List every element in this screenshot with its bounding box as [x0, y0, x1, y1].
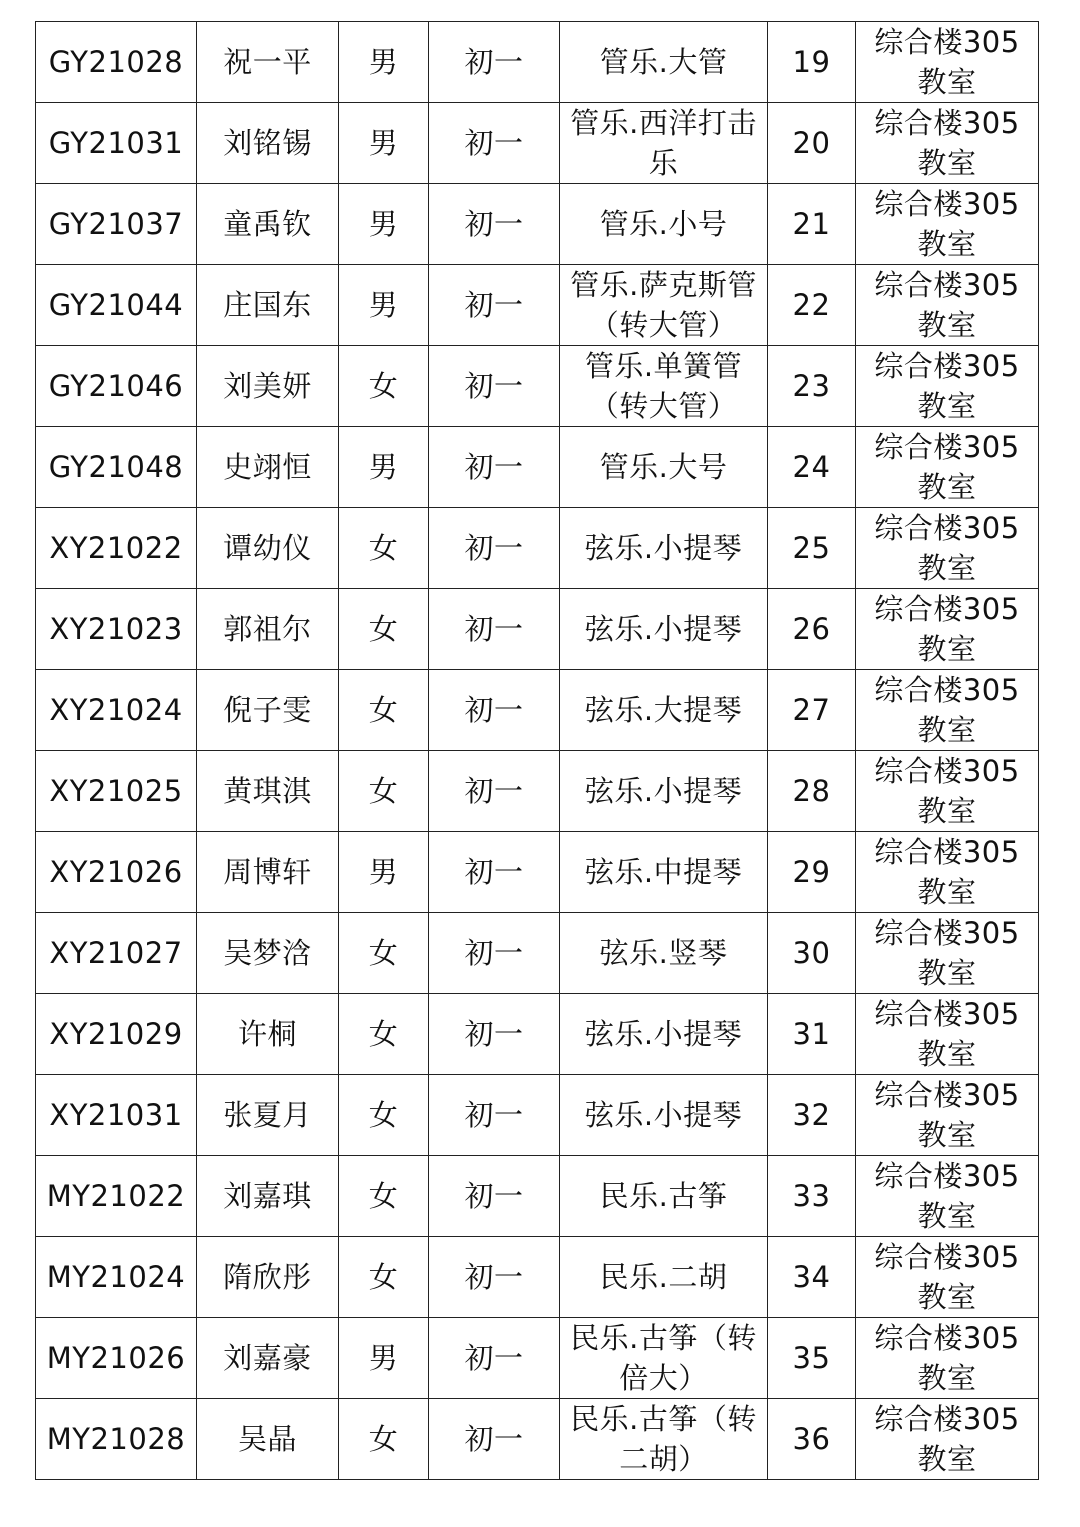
grade-cell: 初一: [429, 508, 560, 589]
student-id-cell: XY21022: [36, 508, 197, 589]
student-id-cell: XY21025: [36, 751, 197, 832]
instrument-cell: 民乐.二胡: [560, 1237, 768, 1318]
instrument-cell: 管乐.小号: [560, 184, 768, 265]
student-name-cell: 刘嘉琪: [197, 1156, 339, 1237]
student-name-cell: 吴晶: [197, 1399, 339, 1480]
table-row: [36, 103, 1039, 184]
student-name-cell: 刘嘉豪: [197, 1318, 339, 1399]
gender-cell: 女: [339, 1399, 429, 1480]
exam-number-cell: 33: [768, 1156, 856, 1237]
grade-cell: 初一: [429, 994, 560, 1075]
student-name-cell: 张夏月: [197, 1075, 339, 1156]
exam-room-cell: 综合楼305教室: [856, 994, 1039, 1075]
table-row: [36, 1075, 1039, 1156]
gender-cell: 女: [339, 751, 429, 832]
grade-cell: 初一: [429, 832, 560, 913]
exam-room-cell: 综合楼305教室: [856, 22, 1039, 103]
exam-room-cell: 综合楼305教室: [856, 103, 1039, 184]
instrument-cell: 管乐.大号: [560, 427, 768, 508]
exam-number-cell: 34: [768, 1237, 856, 1318]
student-id-cell: MY21024: [36, 1237, 197, 1318]
grade-cell: 初一: [429, 346, 560, 427]
exam-room-cell: 综合楼305教室: [856, 1318, 1039, 1399]
grade-cell: 初一: [429, 427, 560, 508]
grade-cell: 初一: [429, 1075, 560, 1156]
exam-room-cell: 综合楼305教室: [856, 427, 1039, 508]
grade-cell: 初一: [429, 913, 560, 994]
gender-cell: 男: [339, 103, 429, 184]
exam-room-cell: 综合楼305教室: [856, 751, 1039, 832]
grade-cell: 初一: [429, 1156, 560, 1237]
exam-number-cell: 26: [768, 589, 856, 670]
table-row: [36, 994, 1039, 1075]
grade-cell: 初一: [429, 670, 560, 751]
exam-room-cell: 综合楼305教室: [856, 346, 1039, 427]
exam-room-cell: 综合楼305教室: [856, 508, 1039, 589]
gender-cell: 男: [339, 184, 429, 265]
student-id-cell: XY21026: [36, 832, 197, 913]
table-row: [36, 751, 1039, 832]
exam-number-cell: 32: [768, 1075, 856, 1156]
exam-room-cell: 综合楼305教室: [856, 832, 1039, 913]
exam-number-cell: 36: [768, 1399, 856, 1480]
student-id-cell: MY21022: [36, 1156, 197, 1237]
student-name-cell: 黄琪淇: [197, 751, 339, 832]
table-row: [36, 589, 1039, 670]
student-id-cell: XY21031: [36, 1075, 197, 1156]
grade-cell: 初一: [429, 22, 560, 103]
exam-room-cell: 综合楼305教室: [856, 1399, 1039, 1480]
grade-cell: 初一: [429, 1237, 560, 1318]
table-row: [36, 832, 1039, 913]
gender-cell: 男: [339, 1318, 429, 1399]
instrument-cell: 管乐.单簧管（转大管）: [560, 346, 768, 427]
grade-cell: 初一: [429, 751, 560, 832]
table-row: [36, 508, 1039, 589]
instrument-cell: 弦乐.竖琴: [560, 913, 768, 994]
exam-room-cell: 综合楼305教室: [856, 1156, 1039, 1237]
exam-number-cell: 25: [768, 508, 856, 589]
roster-body: [36, 22, 1039, 1480]
instrument-cell: 管乐.大管: [560, 22, 768, 103]
grade-cell: 初一: [429, 265, 560, 346]
student-id-cell: XY21024: [36, 670, 197, 751]
table-row: [36, 346, 1039, 427]
student-name-cell: 周博轩: [197, 832, 339, 913]
exam-number-cell: 35: [768, 1318, 856, 1399]
instrument-cell: 弦乐.小提琴: [560, 589, 768, 670]
gender-cell: 女: [339, 346, 429, 427]
gender-cell: 女: [339, 913, 429, 994]
grade-cell: 初一: [429, 103, 560, 184]
gender-cell: 女: [339, 1156, 429, 1237]
table-row: [36, 670, 1039, 751]
student-name-cell: 谭幼仪: [197, 508, 339, 589]
table-row: [36, 1156, 1039, 1237]
student-name-cell: 刘铭锡: [197, 103, 339, 184]
exam-number-cell: 24: [768, 427, 856, 508]
instrument-cell: 弦乐.小提琴: [560, 1075, 768, 1156]
table-row: [36, 265, 1039, 346]
exam-number-cell: 22: [768, 265, 856, 346]
grade-cell: 初一: [429, 184, 560, 265]
exam-number-cell: 20: [768, 103, 856, 184]
exam-number-cell: 30: [768, 913, 856, 994]
student-name-cell: 许桐: [197, 994, 339, 1075]
exam-number-cell: 28: [768, 751, 856, 832]
gender-cell: 女: [339, 589, 429, 670]
student-id-cell: XY21023: [36, 589, 197, 670]
student-name-cell: 童禹钦: [197, 184, 339, 265]
student-name-cell: 隋欣彤: [197, 1237, 339, 1318]
student-name-cell: 庄国东: [197, 265, 339, 346]
table-row: [36, 427, 1039, 508]
instrument-cell: 管乐.萨克斯管（转大管）: [560, 265, 768, 346]
exam-number-cell: 31: [768, 994, 856, 1075]
instrument-cell: 民乐.古筝（转倍大）: [560, 1318, 768, 1399]
student-id-cell: GY21046: [36, 346, 197, 427]
student-name-cell: 倪子雯: [197, 670, 339, 751]
table-row: [36, 1399, 1039, 1480]
exam-number-cell: 23: [768, 346, 856, 427]
student-id-cell: MY21028: [36, 1399, 197, 1480]
exam-room-cell: 综合楼305教室: [856, 184, 1039, 265]
table-row: [36, 1318, 1039, 1399]
table-row: [36, 913, 1039, 994]
student-name-cell: 刘美妍: [197, 346, 339, 427]
gender-cell: 女: [339, 670, 429, 751]
table-row: [36, 184, 1039, 265]
instrument-cell: 弦乐.小提琴: [560, 508, 768, 589]
student-id-cell: GY21028: [36, 22, 197, 103]
gender-cell: 女: [339, 1075, 429, 1156]
exam-number-cell: 19: [768, 22, 856, 103]
roster-table: [35, 21, 1039, 1480]
gender-cell: 男: [339, 427, 429, 508]
student-name-cell: 祝一平: [197, 22, 339, 103]
exam-number-cell: 27: [768, 670, 856, 751]
grade-cell: 初一: [429, 589, 560, 670]
student-id-cell: GY21048: [36, 427, 197, 508]
gender-cell: 男: [339, 832, 429, 913]
exam-room-cell: 综合楼305教室: [856, 1075, 1039, 1156]
student-id-cell: GY21044: [36, 265, 197, 346]
student-name-cell: 郭祖尔: [197, 589, 339, 670]
instrument-cell: 弦乐.小提琴: [560, 751, 768, 832]
instrument-cell: 管乐.西洋打击乐: [560, 103, 768, 184]
exam-room-cell: 综合楼305教室: [856, 265, 1039, 346]
exam-room-cell: 综合楼305教室: [856, 670, 1039, 751]
instrument-cell: 民乐.古筝: [560, 1156, 768, 1237]
gender-cell: 男: [339, 22, 429, 103]
instrument-cell: 弦乐.中提琴: [560, 832, 768, 913]
table-row: [36, 22, 1039, 103]
student-id-cell: MY21026: [36, 1318, 197, 1399]
instrument-cell: 弦乐.小提琴: [560, 994, 768, 1075]
gender-cell: 男: [339, 265, 429, 346]
instrument-cell: 弦乐.大提琴: [560, 670, 768, 751]
student-id-cell: XY21027: [36, 913, 197, 994]
exam-room-cell: 综合楼305教室: [856, 1237, 1039, 1318]
grade-cell: 初一: [429, 1399, 560, 1480]
student-name-cell: 吴梦浛: [197, 913, 339, 994]
student-name-cell: 史翊恒: [197, 427, 339, 508]
exam-number-cell: 29: [768, 832, 856, 913]
table-row: [36, 1237, 1039, 1318]
exam-room-cell: 综合楼305教室: [856, 589, 1039, 670]
gender-cell: 女: [339, 994, 429, 1075]
student-id-cell: XY21029: [36, 994, 197, 1075]
gender-cell: 女: [339, 1237, 429, 1318]
exam-number-cell: 21: [768, 184, 856, 265]
instrument-cell: 民乐.古筝（转二胡）: [560, 1399, 768, 1480]
gender-cell: 女: [339, 508, 429, 589]
student-id-cell: GY21031: [36, 103, 197, 184]
exam-room-cell: 综合楼305教室: [856, 913, 1039, 994]
student-id-cell: GY21037: [36, 184, 197, 265]
grade-cell: 初一: [429, 1318, 560, 1399]
